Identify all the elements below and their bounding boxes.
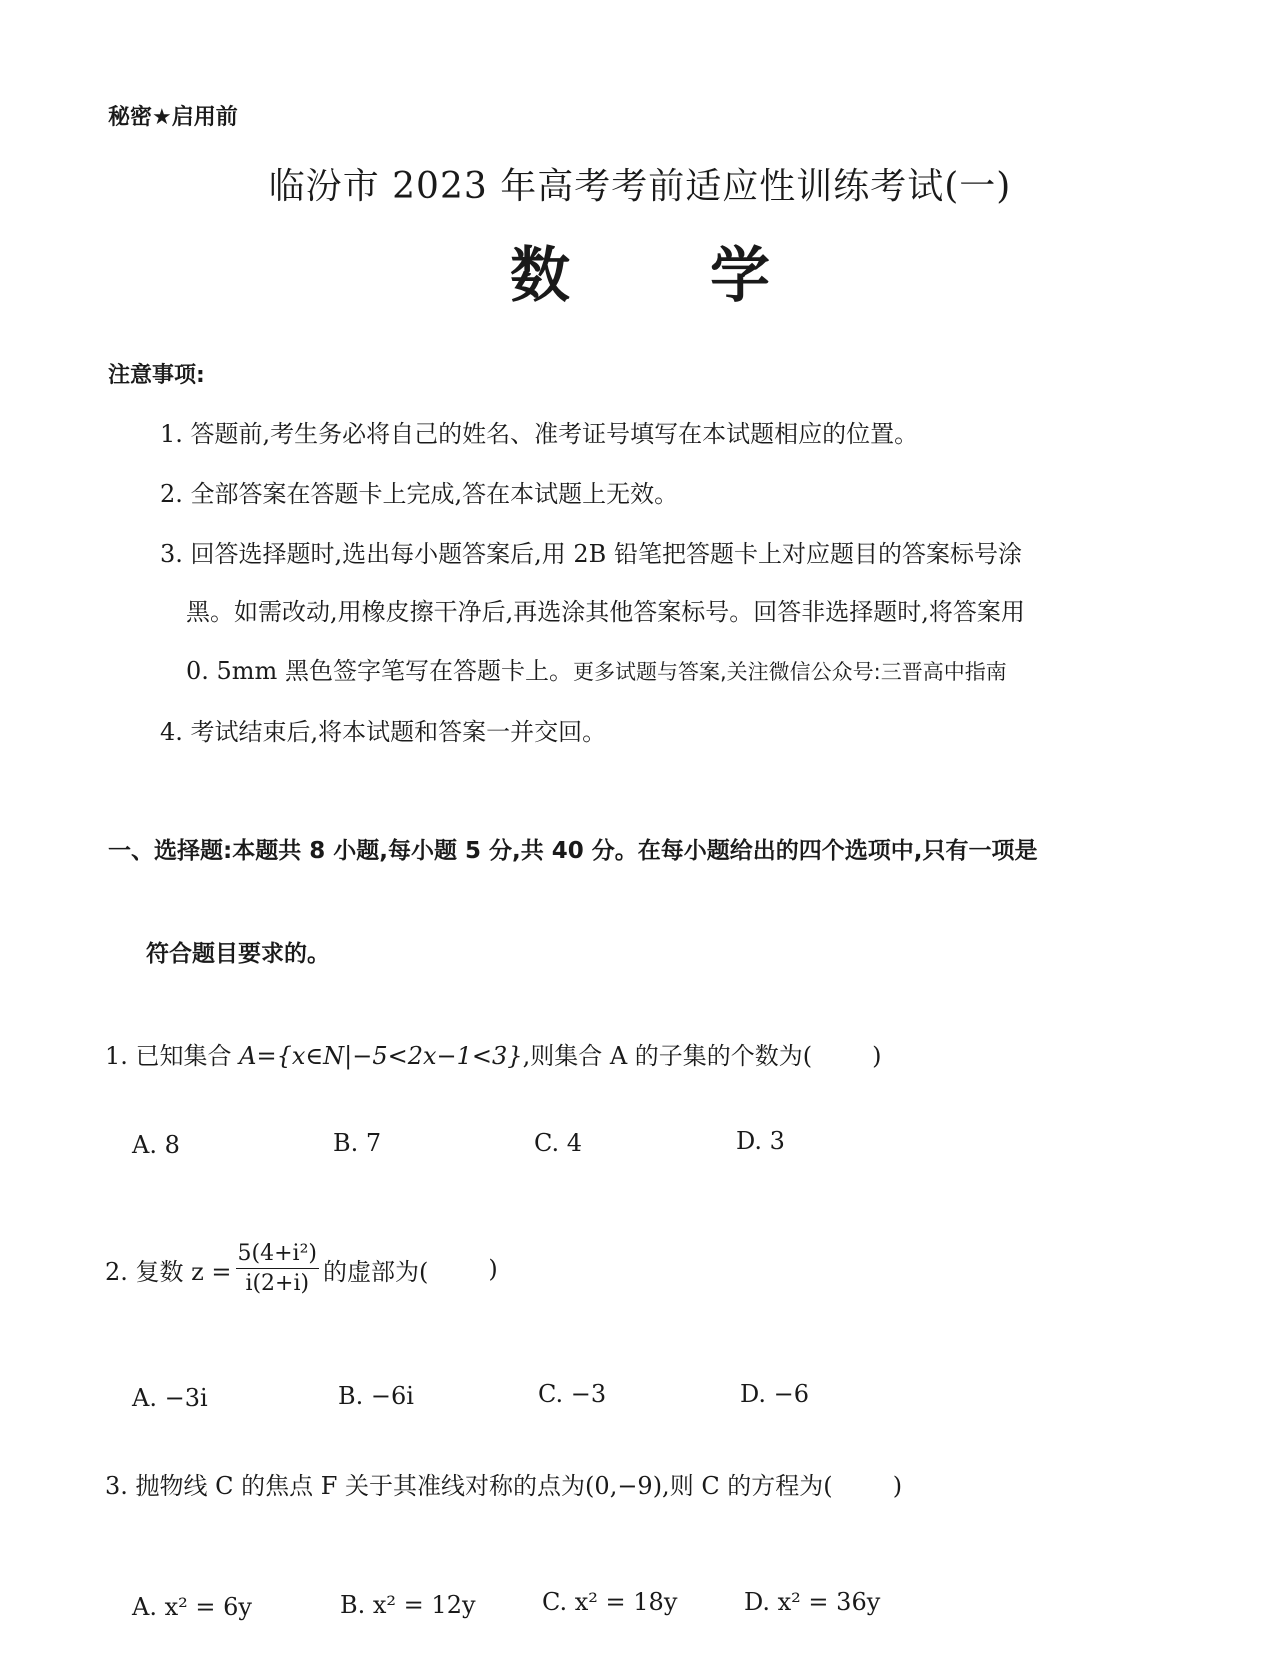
notice-item-3-line-1: 3. 回答选择题时,选出每小题答案后,用 2B 铅笔把答题卡上对应题目的答案标号涂 <box>160 540 1022 568</box>
q2-option-a: A. −3i <box>132 1384 208 1412</box>
q3-option-b: B. x² = 12y <box>340 1591 476 1619</box>
q2-numerator: 5(4+i²) <box>236 1243 319 1269</box>
question-1 <box>105 1036 882 1071</box>
q3-option-a: A. x² = 6y <box>132 1593 252 1621</box>
q1-option-b: B. 7 <box>333 1129 382 1157</box>
q1-option-d: D. 3 <box>736 1127 785 1155</box>
promo-text: 更多试题与答案,关注微信公众号:三晋高中指南 <box>572 660 1007 684</box>
confidential-label: 秘密★启用前 <box>108 105 238 130</box>
section-1-heading-cont: 符合题目要求的。 <box>146 941 330 967</box>
notice-item-4: 4. 考试结束后,将本试题和答案一并交回。 <box>160 718 607 746</box>
q2-close: ) <box>488 1255 498 1283</box>
exam-title: 临汾市 2023 年高考考前适应性训练考试(一) <box>268 166 1012 207</box>
q2-suffix: 的虚部为( <box>323 1257 429 1286</box>
notice-item-2: 2. 全部答案在答题卡上完成,答在本试题上无效。 <box>160 480 679 508</box>
question-2 <box>105 1233 498 1305</box>
notice-item-3-line-2: 黑。如需改动,用橡皮擦干净后,再选涂其他答案标号。回答非选择题时,将答案用 <box>186 598 1025 626</box>
q2-denominator: i(2+i) <box>245 1271 310 1296</box>
q1-text-a: 1. 已知集合 <box>105 1042 240 1070</box>
q1-option-a: A. 8 <box>132 1131 180 1159</box>
q3-option-c: C. x² = 18y <box>542 1588 678 1616</box>
q1-text-b: ,则集合 A 的子集的个数为( <box>522 1042 813 1070</box>
q2-option-d: D. −6 <box>740 1380 810 1408</box>
q1-set: A={x∈N|−5<2x−1<3} <box>239 1042 523 1070</box>
notice-item-3-line-3 <box>186 651 1007 686</box>
notice-item-1: 1. 答题前,考生务必将自己的姓名、准考证号填写在本试题相应的位置。 <box>160 420 919 448</box>
question-3 <box>105 1466 902 1501</box>
section-1-heading: 一、选择题:本题共 8 小题,每小题 5 分,共 40 分。在每小题给出的四个选项中,只有一项是 <box>108 838 1038 864</box>
q2-fraction <box>236 1243 319 1295</box>
notice-heading: 注意事项: <box>108 363 205 388</box>
q3-text: 3. 抛物线 C 的焦点 F 关于其准线对称的点为(0,−9),则 C 的方程为( <box>105 1472 833 1500</box>
q3-close: ) <box>892 1472 903 1500</box>
notice-item-3-text: 0. 5mm 黑色签字笔写在答题卡上。 <box>186 657 573 685</box>
q2-prefix: 2. 复数 z = <box>105 1257 232 1286</box>
q2-option-c: C. −3 <box>538 1380 607 1408</box>
q1-close: ) <box>872 1042 882 1070</box>
q1-option-c: C. 4 <box>534 1129 583 1157</box>
q3-option-d: D. x² = 36y <box>744 1588 881 1616</box>
q2-option-b: B. −6i <box>338 1382 414 1410</box>
subject-title: 数学 <box>510 241 910 311</box>
